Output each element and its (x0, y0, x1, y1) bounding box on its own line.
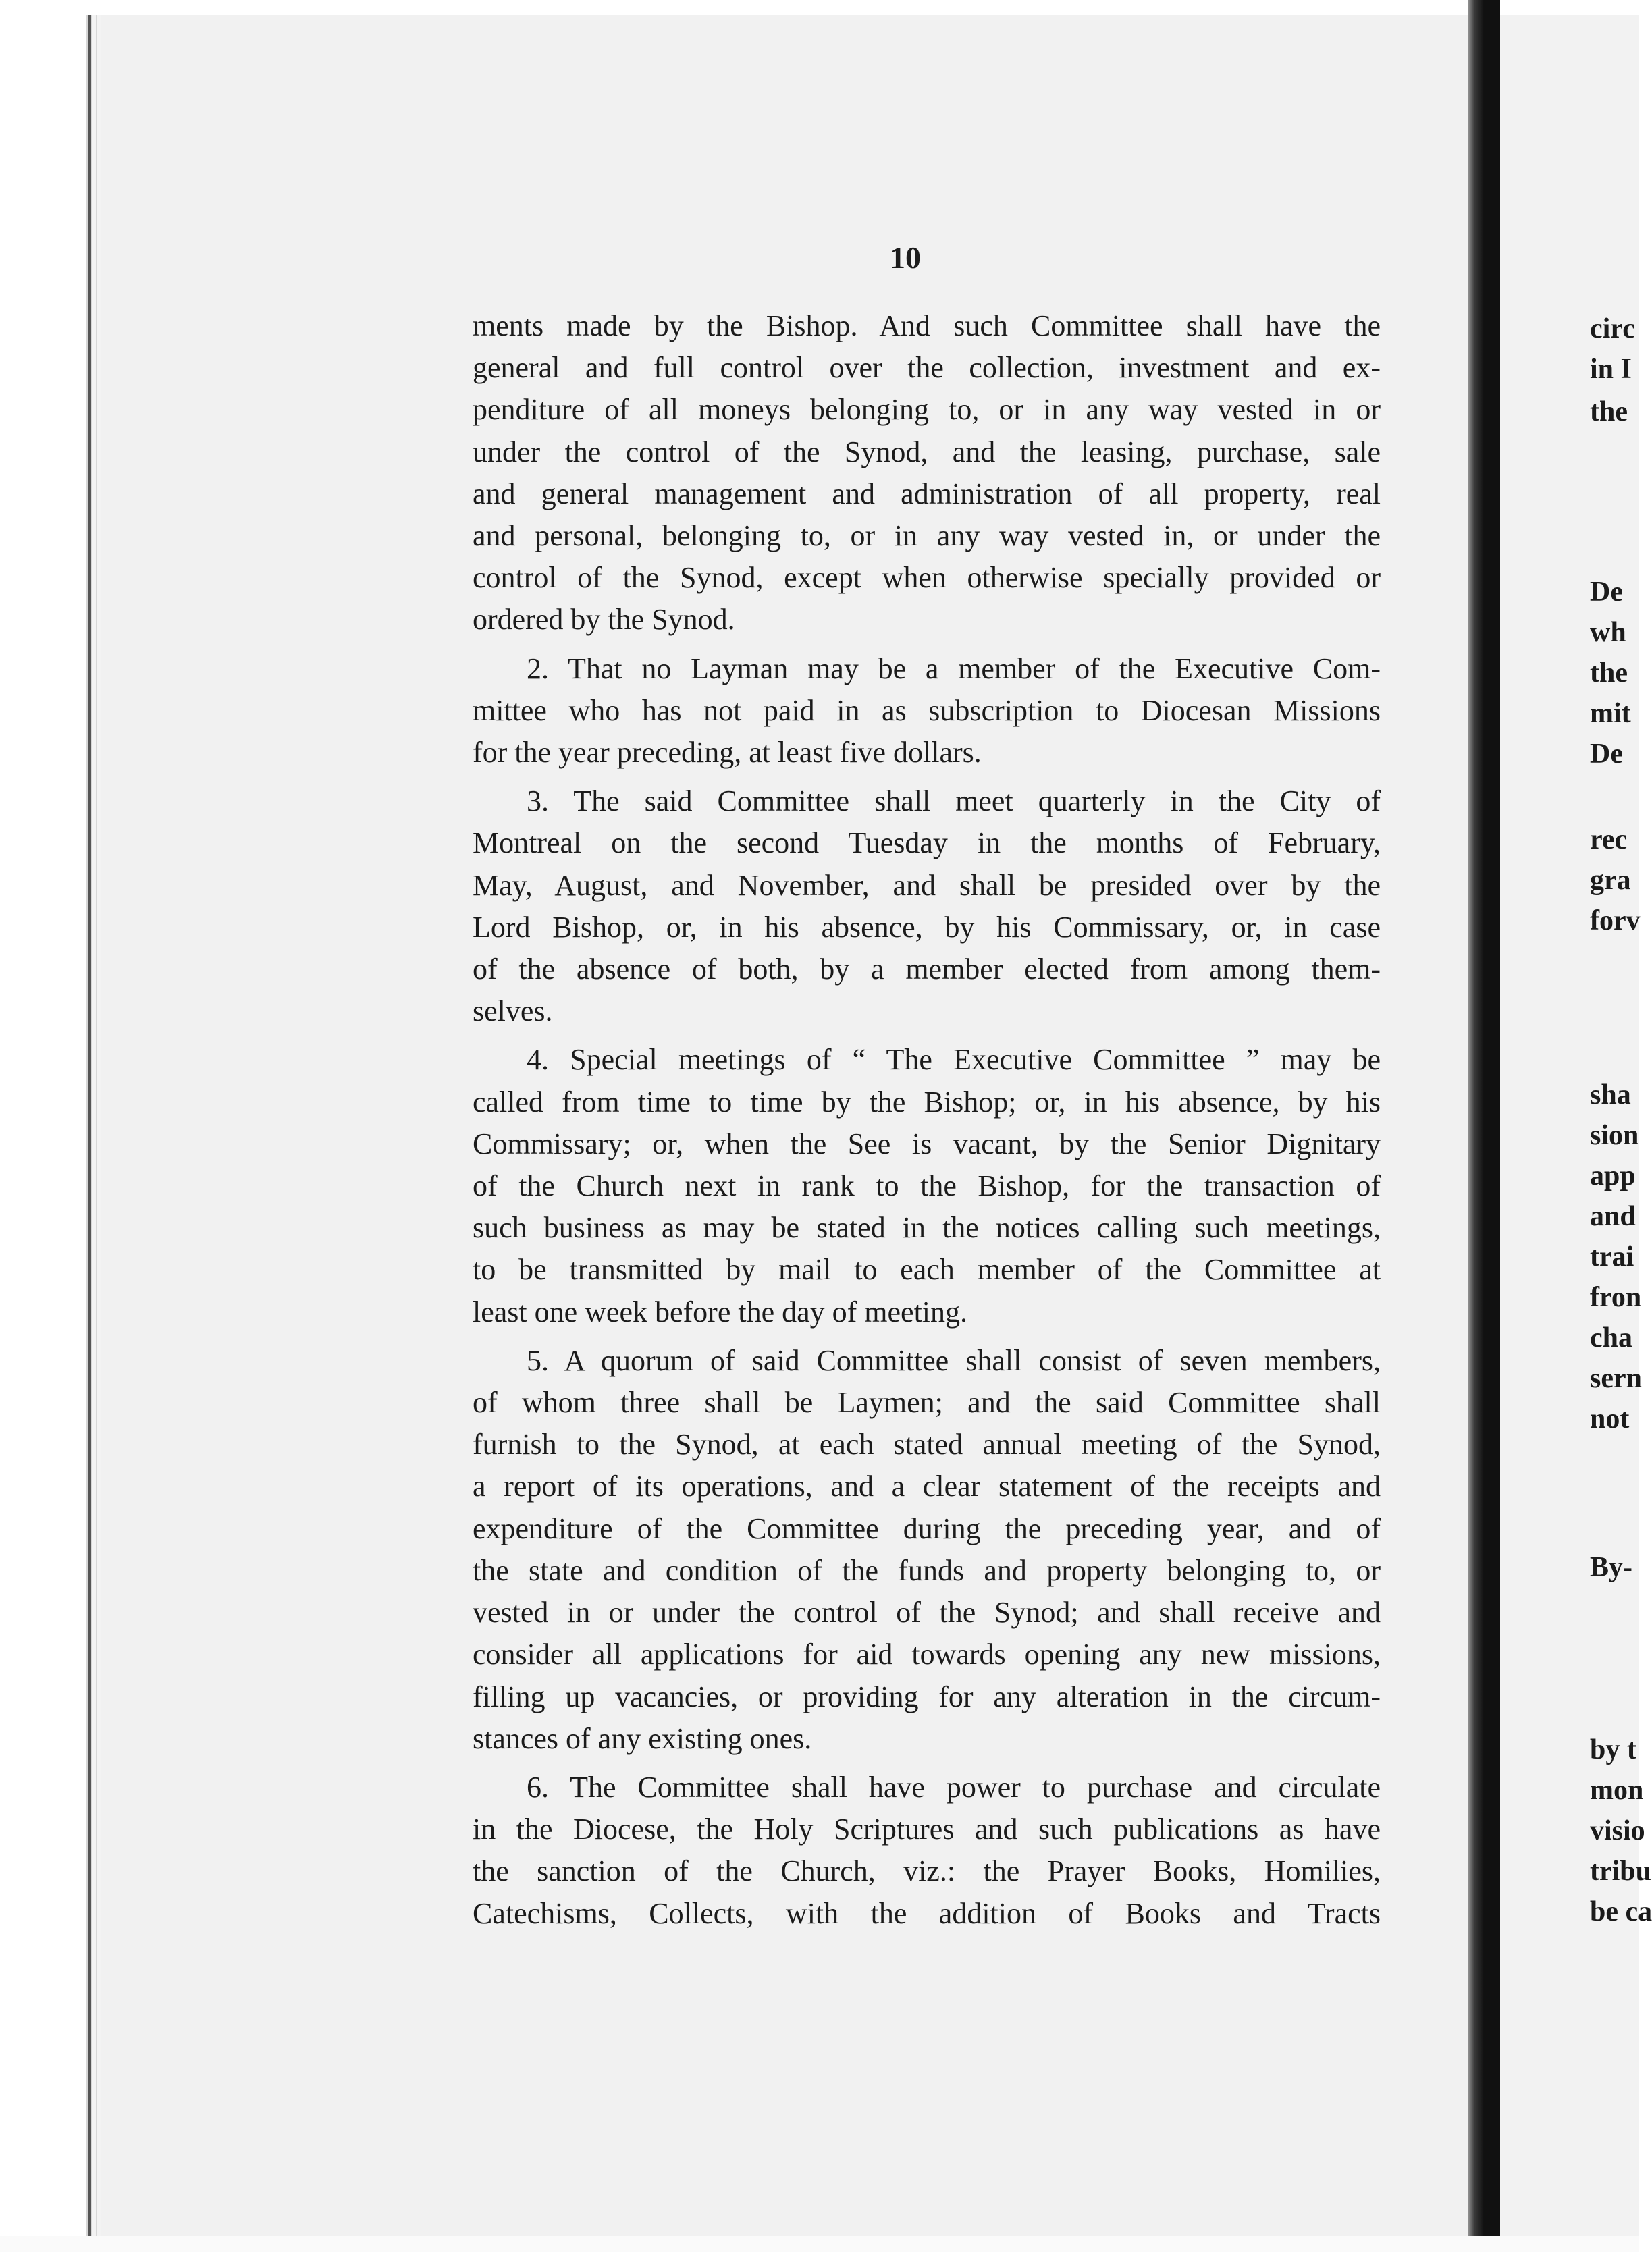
text-line: called from time to time by the Bishop; or, in his absence, by his (473, 1085, 1381, 1119)
text-line: selves. (473, 994, 553, 1028)
text-line: the state and condition of the funds and property belonging to, or (473, 1553, 1381, 1587)
paragraph-5 (473, 1340, 1381, 1760)
text-line: such business as may be stated in the notices calling such meetings, (473, 1211, 1381, 1245)
page-body-text (473, 305, 1381, 1941)
facing-fragment: be ca (1590, 1896, 1652, 1927)
facing-fragment: mit (1590, 698, 1631, 729)
text-line: of the Church next in rank to the Bishop, for the transaction of (473, 1169, 1381, 1203)
page-number: 10 (890, 240, 921, 275)
facing-fragment: circ (1590, 313, 1635, 344)
text-line: the sanction of the Church, viz.: the Prayer Books, Homilies, (473, 1854, 1381, 1888)
text-line: of whom three shall be Laymen; and the said Committee shall (473, 1386, 1381, 1420)
text-line: under the control of the Synod, and the leasing, purchase, sale (473, 435, 1381, 468)
facing-fragment: trai (1590, 1241, 1634, 1272)
text-line: 4. Special meetings of “ The Executive Committee ” may be (527, 1043, 1381, 1077)
text-line: 2. That no Layman may be a member of the Executive Com- (527, 651, 1381, 685)
text-line: Montreal on the second Tuesday in the months of February, (473, 826, 1381, 860)
facing-fragment: and (1590, 1201, 1636, 1232)
text-line: 5. A quorum of said Committee shall consist of seven members, (527, 1343, 1381, 1377)
facing-fragment: the (1590, 396, 1628, 427)
facing-fragment: the (1590, 658, 1628, 689)
text-line: Catechisms, Collects, with the addition of Books and Tracts (473, 1896, 1381, 1930)
facing-fragment: By- (1590, 1552, 1632, 1583)
left-page-border (88, 15, 91, 2236)
text-line: penditure of all moneys belonging to, or in any way vested in or (473, 393, 1381, 427)
facing-fragment: tribu (1590, 1856, 1652, 1887)
text-line: for the year preceding, at least five dollars. (473, 736, 982, 770)
text-line: expenditure of the Committee during the preceding year, and of (473, 1511, 1381, 1545)
text-line: 6. The Committee shall have power to purchase and circulate (527, 1770, 1381, 1804)
text-line: filling up vacancies, or providing for any alteration in the circum- (473, 1680, 1381, 1713)
facing-fragment: sern (1590, 1363, 1642, 1394)
facing-page-text (1590, 0, 1652, 2252)
paragraph-4 (473, 1039, 1381, 1333)
paragraph-1 (473, 305, 1381, 641)
facing-fragment: gra (1590, 865, 1631, 896)
text-line: and personal, belonging to, or in any way vested in, or under the (473, 519, 1381, 553)
text-line: and general management and administration of all property, real (473, 477, 1381, 510)
facing-fragment: by t (1590, 1734, 1636, 1765)
text-line: May, August, and November, and shall be presided over by the (473, 868, 1381, 902)
text-line: Lord Bishop, or, in his absence, by his Commissary, or, in case (473, 910, 1381, 944)
text-line: of the absence of both, by a member elected from among them- (473, 953, 1381, 986)
facing-fragment: not (1590, 1403, 1630, 1435)
text-line: in the Diocese, the Holy Scriptures and such publications as have (473, 1813, 1381, 1846)
text-line: stances of any existing ones. (473, 1721, 812, 1755)
paragraph-2 (473, 648, 1381, 774)
facing-fragment: visio (1590, 1815, 1645, 1846)
text-line: a report of its operations, and a clear statement of the receipts and (473, 1470, 1381, 1503)
text-line: to be transmitted by mail to each member of the Committee at (473, 1253, 1381, 1287)
facing-fragment: app (1590, 1160, 1636, 1191)
paragraph-3 (473, 780, 1381, 1032)
facing-fragment: wh (1590, 617, 1626, 648)
facing-fragment: rec (1590, 824, 1628, 855)
facing-fragment: forv (1590, 905, 1641, 936)
text-line: mittee who has not paid in as subscription to Diocesan Missions (473, 693, 1381, 727)
text-line: consider all applications for aid towards opening any new missions, (473, 1638, 1381, 1671)
text-line: vested in or under the control of the Synod; and shall receive and (473, 1596, 1381, 1630)
paragraph-6 (473, 1767, 1381, 1935)
book-gutter-shadow (1468, 0, 1500, 2252)
text-line: 3. The said Committee shall meet quarterly in the City of (527, 784, 1381, 818)
scan-bottom-margin (0, 2236, 1639, 2252)
facing-fragment: De (1590, 739, 1623, 770)
facing-fragment: cha (1590, 1322, 1632, 1353)
facing-fragment: in I (1590, 354, 1632, 385)
text-line: control of the Synod, except when otherwise specially provided or (473, 561, 1381, 595)
facing-fragment: sha (1590, 1079, 1631, 1110)
facing-fragment: sion (1590, 1120, 1639, 1151)
text-line: Commissary; or, when the See is vacant, by the Senior Dignitary (473, 1127, 1381, 1160)
facing-fragment: De (1590, 577, 1623, 608)
facing-fragment: mon (1590, 1775, 1644, 1806)
text-line: ments made by the Bishop. And such Committee shall have the (473, 309, 1381, 342)
text-line: furnish to the Synod, at each stated annual meeting of the Synod, (473, 1428, 1381, 1462)
text-line: ordered by the Synod. (473, 603, 735, 637)
text-line: general and full control over the collection, investment and ex- (473, 351, 1381, 385)
facing-fragment: fron (1590, 1282, 1642, 1313)
text-line: least one week before the day of meeting. (473, 1295, 968, 1329)
